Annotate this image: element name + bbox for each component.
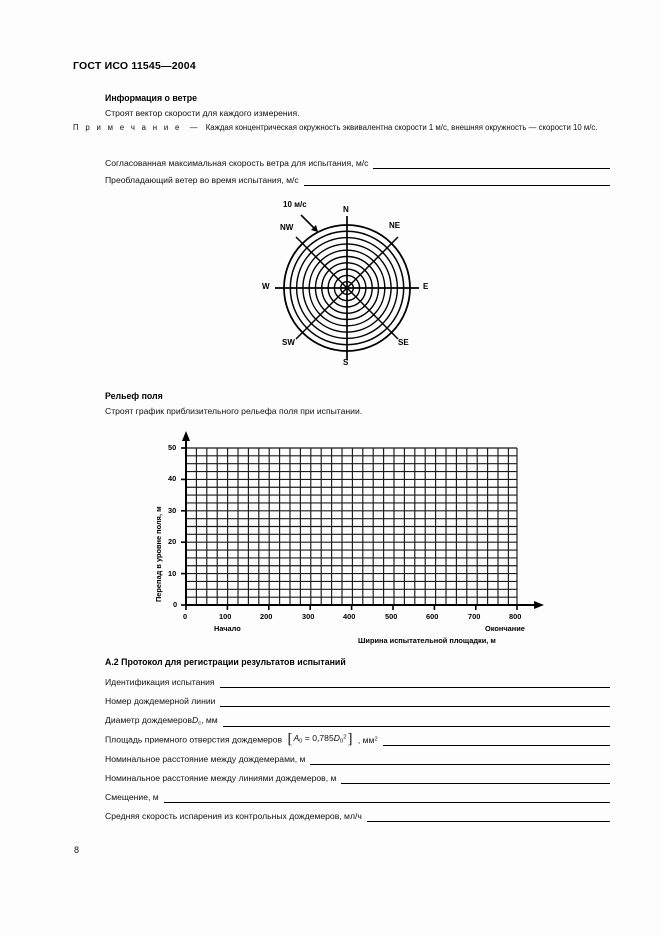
document-header: ГОСТ ИСО 11545—2004 xyxy=(73,60,196,72)
orifice-area-formula: [ $A_0 = 0,785D_0^2$ ] xyxy=(287,730,353,747)
x-axis-arrow xyxy=(534,601,544,609)
field-label: Согласованная максимальная скорость ветра для испытания, м/с xyxy=(105,158,369,168)
x-tick-500: 500 xyxy=(385,612,398,621)
bracket-close: ] xyxy=(347,730,353,747)
wind-section-title: Информация о ветре xyxy=(105,93,197,103)
field-offset[interactable] xyxy=(105,792,610,803)
field-label: Номер дождемерной линии xyxy=(105,696,216,706)
wind-note-label: П р и м е ч а н и е xyxy=(73,123,182,132)
wind-rose-label-n: N xyxy=(343,205,349,214)
field-agreed-max-wind-speed[interactable] xyxy=(105,158,610,169)
field-input-rule[interactable] xyxy=(373,159,610,169)
x-tick-0: 0 xyxy=(183,612,188,621)
wind-rose-label-sw: SW xyxy=(282,338,295,347)
chart-annotation-start: Начало xyxy=(214,624,241,633)
x-tick-100: 100 xyxy=(219,612,232,621)
field-label xyxy=(105,730,378,747)
relief-section-title: Рельеф поля xyxy=(105,391,163,401)
y-tick-20: 20 xyxy=(168,537,177,546)
field-label: Номинальное расстояние между линиями дождемеров, м xyxy=(105,773,337,783)
field-raingauge-orifice-area[interactable] xyxy=(105,730,610,747)
wind-rose-diagram xyxy=(255,198,445,378)
field-label xyxy=(105,715,218,727)
field-nominal-distance-between-lines[interactable] xyxy=(105,773,610,784)
field-input-rule[interactable] xyxy=(220,678,610,688)
field-input-rule[interactable] xyxy=(223,717,610,727)
wind-rose-label-nw: NW xyxy=(280,223,294,232)
bracket-open: [ xyxy=(287,730,293,747)
x-tick-700: 700 xyxy=(468,612,481,621)
y-tick-40: 40 xyxy=(168,474,177,483)
y-tick-30: 30 xyxy=(168,506,177,515)
x-tick-200: 200 xyxy=(260,612,273,621)
field-label: Преобладающий ветер во время испытания, м/с xyxy=(105,175,299,185)
chart-y-axis-label: Перепад в уровне поля, м xyxy=(154,506,163,602)
field-symbol-sub: c xyxy=(198,720,202,727)
field-mean-evaporation-rate[interactable] xyxy=(105,811,610,822)
field-raingauge-line-number[interactable] xyxy=(105,696,610,707)
field-prevailing-wind[interactable] xyxy=(105,175,610,186)
field-input-rule[interactable] xyxy=(383,736,610,746)
field-input-rule[interactable] xyxy=(341,774,610,784)
y-tick-10: 10 xyxy=(168,569,177,578)
field-label: Номинальное расстояние между дождемерами, м xyxy=(105,754,306,764)
x-tick-800: 800 xyxy=(509,612,522,621)
field-input-rule[interactable] xyxy=(310,755,610,765)
relief-section-intro: Строят график приблизительного рельефа поля при испытании. xyxy=(105,406,363,416)
y-tick-50: 50 xyxy=(168,443,177,452)
field-label: Идентификация испытания xyxy=(105,677,215,687)
y-tick-0: 0 xyxy=(173,600,178,609)
chart-annotation-end: Окончание xyxy=(485,624,525,633)
chart-grid-minor xyxy=(186,448,517,605)
field-symbol: D xyxy=(191,715,199,725)
field-label-text: Диаметр дождемеров xyxy=(105,715,192,725)
relief-chart-svg xyxy=(130,430,550,625)
protocol-section-title: А.2 Протокол для регистрации результатов испытаний xyxy=(105,657,346,667)
field-raingauge-diameter[interactable] xyxy=(105,715,610,727)
wind-rose-label-s: S xyxy=(343,358,349,367)
x-tick-300: 300 xyxy=(302,612,315,621)
field-unit: , мм xyxy=(201,715,218,725)
page-number: 8 xyxy=(74,845,80,855)
chart-axes xyxy=(186,436,538,605)
field-label: Смещение, м xyxy=(105,792,159,802)
field-label-text: Площадь приемного отверстия дождемеров xyxy=(105,734,283,745)
wind-note-dash: — xyxy=(189,123,198,132)
x-tick-400: 400 xyxy=(343,612,356,621)
wind-rose-label-w: W xyxy=(262,282,270,291)
wind-note xyxy=(73,122,610,134)
field-nominal-distance-between-gauges[interactable] xyxy=(105,754,610,765)
wind-rose-label-se: SE xyxy=(398,338,409,347)
field-input-rule[interactable] xyxy=(367,812,610,822)
chart-x-axis-label: Ширина испытательной площадки, м xyxy=(358,636,496,645)
wind-rose-label-e: E xyxy=(423,282,429,291)
y-axis-arrow xyxy=(182,431,190,441)
wind-section-intro: Строят вектор скорости для каждого измерения. xyxy=(105,108,300,118)
field-input-rule[interactable] xyxy=(304,176,610,186)
field-unit: , $мм^2$ xyxy=(357,734,378,745)
wind-rose-label-ne: NE xyxy=(389,221,401,230)
x-tick-600: 600 xyxy=(426,612,439,621)
relief-chart xyxy=(130,430,550,645)
wind-note-text: Каждая концентрическая окружность эквивалентна скорости 1 м/с, внешняя окружность — скорости 10 м/с. xyxy=(205,123,598,132)
wind-rose-scale-label: 10 м/с xyxy=(283,200,307,209)
field-test-identification[interactable] xyxy=(105,677,610,688)
field-input-rule[interactable] xyxy=(220,697,610,707)
field-input-rule[interactable] xyxy=(164,793,610,803)
field-label: Средняя скорость испарения из контрольных дождемеров, мл/ч xyxy=(105,811,362,821)
